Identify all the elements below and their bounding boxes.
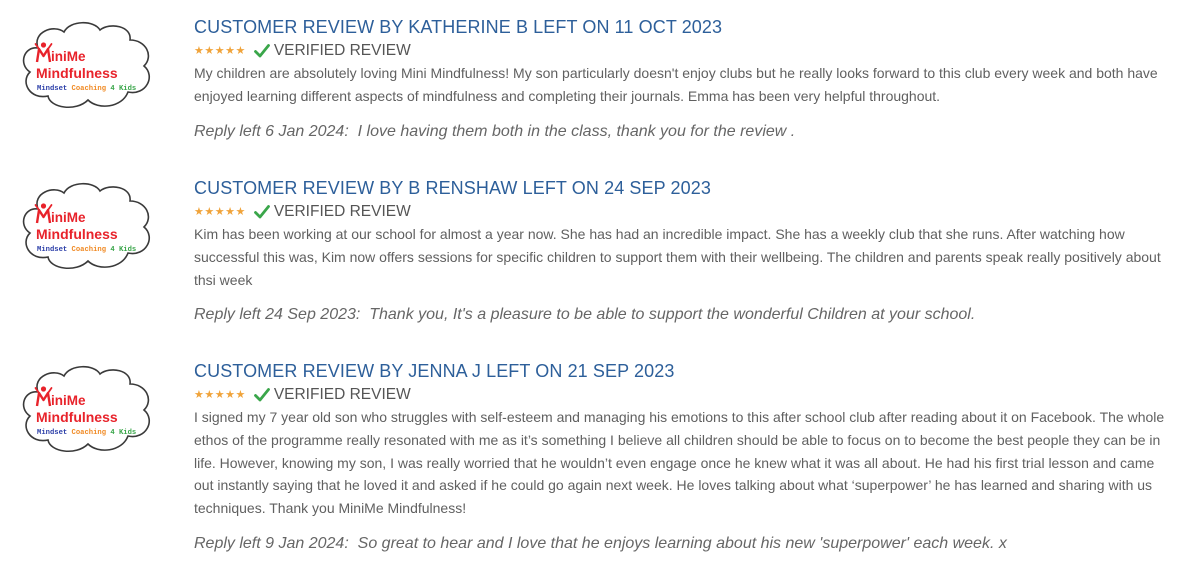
review-title-link[interactable]: CUSTOMER REVIEW BY B RENSHAW LEFT ON 24 SEP 2023 (194, 178, 711, 198)
star-rating-icon: ★★★★★ (194, 45, 246, 57)
verified-review-label: VERIFIED REVIEW (273, 386, 411, 403)
checkmark-icon (254, 44, 270, 58)
verified-review-label: VERIFIED REVIEW (273, 42, 411, 59)
checkmark-icon (254, 205, 270, 219)
review-body: My children are absolutely loving Mini Mindfulness! My son particularly doesn't enjoy clubs but he really looks forward to this club every week and both have enjoyed learning different aspects of mindfulness and completing their journals. Emma has been very helpful throughout. (194, 65, 1158, 104)
review-title-link[interactable]: CUSTOMER REVIEW BY KATHERINE B LEFT ON 11 OCT 2023 (194, 17, 723, 37)
review-reply: Reply left 6 Jan 2024: I love having them both in the class, thank you for the review . (194, 122, 796, 140)
review-meta (194, 385, 1174, 405)
logo-tagline: Mindset Coaching 4 Kids (37, 429, 137, 437)
logo-text-mindfulness: Mindfulness (36, 65, 118, 81)
review-reply: Reply left 9 Jan 2024: So great to hear and I love that he enjoys learning about his new 'superpower' each week. x (194, 534, 1007, 552)
logo-text-minime: iniMe (51, 393, 86, 408)
review-meta (194, 202, 1174, 222)
review-meta (194, 41, 1174, 61)
review-content (194, 360, 1174, 554)
logo-tagline: Mindset Coaching 4 Kids (37, 246, 137, 254)
logo-tagline: Mindset Coaching 4 Kids (37, 85, 137, 93)
verified-review-label: VERIFIED REVIEW (273, 203, 411, 220)
review-body: I signed my 7 year old son who struggles with self-esteem and managing his emotions to this after school club after reading about it on Facebook. The whole ethos of the programme really resonated with me as it’s something I believe all children should be able to focus on to become the best people they can be in life. However, knowing my son, I was really worried that he wouldn’t even engage once he knew what it was all about. He had his first trial lesson and came out instantly saying that he loved it and asked if he could go again next week. He loves talking about what ‘superpower’ he has learned and sharing with us techniques. Thank you MiniMe Mindfulness! (194, 409, 1165, 517)
star-rating-icon: ★★★★★ (194, 389, 246, 401)
review-content (194, 16, 1174, 142)
review-title-link[interactable]: CUSTOMER REVIEW BY JENNA J LEFT ON 21 SEP 2023 (194, 361, 675, 381)
minime-mindfulness-logo (18, 362, 156, 456)
checkmark-icon (254, 388, 270, 402)
logo-text-mindfulness: Mindfulness (36, 409, 118, 425)
logo-text-minime: iniMe (51, 210, 86, 225)
minime-mindfulness-logo (18, 179, 156, 273)
logo-text-mindfulness: Mindfulness (36, 226, 118, 242)
review-reply: Reply left 24 Sep 2023: Thank you, It's a pleasure to be able to support the wonderful Children at your school. (194, 306, 976, 324)
star-rating-icon: ★★★★★ (194, 206, 246, 218)
minime-mindfulness-logo (18, 18, 156, 112)
review-body: Kim has been working at our school for almost a year now. She has had an incredible impact. She has a weekly club that she runs. After watching how successful this was, Kim now offers sessions for specific children to support them with their wellbeing. The children and parents speak really positively about thsi week (194, 226, 1161, 288)
review-content (194, 177, 1174, 325)
logo-text-minime: iniMe (51, 49, 86, 64)
